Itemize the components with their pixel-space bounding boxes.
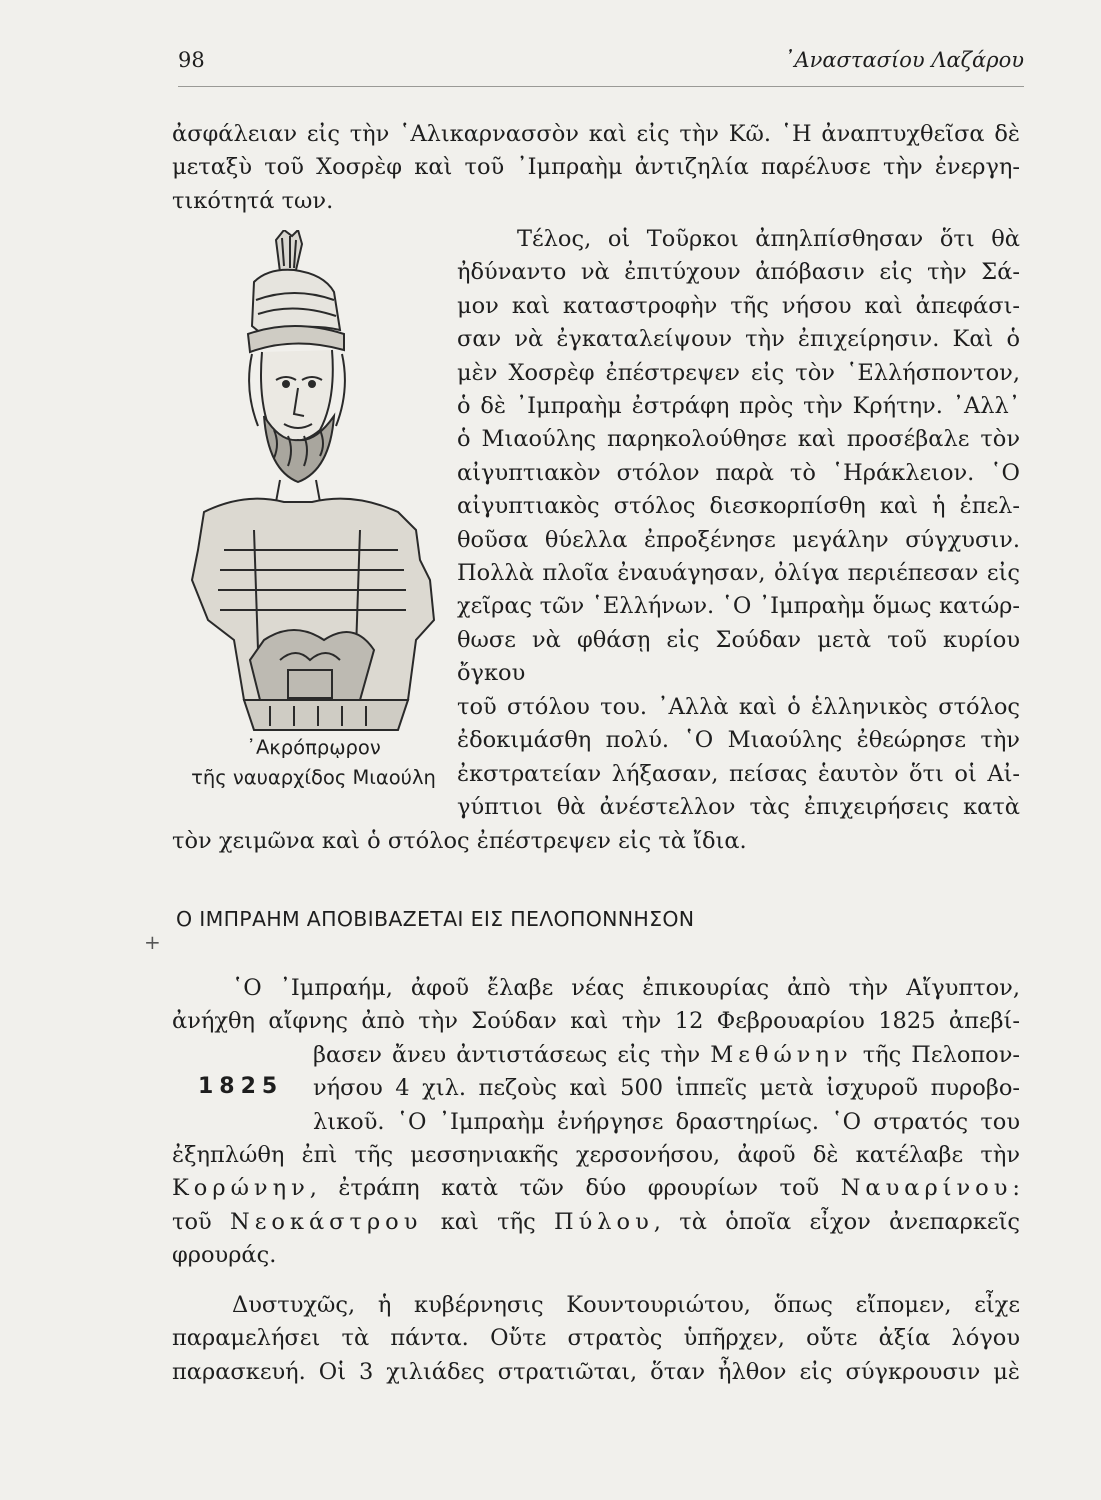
text-fragment: : [1012,1175,1020,1202]
text-line: μεταξὺ τοῦ Χοσρὲφ καὶ τοῦ ᾿Ιμπραὴμ ἀντιζηλία παρέλυσε τὴν ἐνεργη- [172,154,1020,181]
text-fragment: , τὰ ὁποῖα εἶχον ἀνεπαρκεῖς [653,1208,1020,1235]
caption-line: ᾿Ακρόπρῳρον [246,736,381,759]
text-line: ἐξηπλώθη ἐπὶ τῆς μεσσηνιακῆς χερσονήσου, ἀφοῦ δὲ κατέλαβε τὴν [172,1142,1020,1168]
text-line: ἐδοκιμάσθη πολύ. ῾Ο Μιαούλης ἐθεώρησε τὴν [457,727,1020,754]
text-line: θωσε νὰ φθάσῃ εἰς Σούδαν μετὰ τοῦ κυρίου ὄγκου [457,626,1020,687]
text-line: ἠδύναντο νὰ ἐπιτύχουν ἀπόβασιν εἰς τὴν Σά- [457,259,1020,286]
text-line: ἐκστρατείαν λήξασαν, πείσας ἑαυτὸν ὅτι οἱ Αἰ- [457,760,1020,787]
text-line: τὸν χειμῶνα καὶ ὁ στόλος ἐπέστρεψεν εἰς τὰ ἴδια. [172,828,747,854]
text-line: σαν νὰ ἐγκαταλείψουν τὴν ἐπιχείρησιν. Καὶ ὁ [457,326,1020,353]
place-name-koroni: Κορώνην [172,1175,310,1202]
text-fragment: , ἐτράπη κατὰ τῶν δύο φρουρίων τοῦ [309,1175,820,1202]
text-line: γύπτιοι θὰ ἀνέστελλον τὰς ἐπιχειρήσεις κατὰ [457,793,1020,820]
text-line: παραμελήσει τὰ πάντα. Οὔτε στρατὸς ὑπῆρχεν, οὔτε ἀξία λόγου [172,1325,1020,1352]
figurehead-illustration [184,230,454,740]
paragraph-4 [172,1289,1020,1389]
text-line: νήσου 4 χιλ. πεζοὺς καὶ 500 ἱππεῖς μετὰ ἰσχυροῦ πυροβο- [313,1075,1020,1102]
place-name-neokastro: Νεοκάστρου [230,1208,423,1235]
text-line: μον καὶ καταστροφὴν τῆς νήσου καὶ ἀπεφάσι- [457,292,1020,319]
text-line: ὁ Μιαούλης παρηκολούθησε καὶ προσέβαλε τὸν [457,426,1020,453]
margin-mark: + [144,930,161,954]
page-number: 98 [178,48,205,72]
text-line: λικοῦ. ῾Ο ᾿Ιμπραὴμ ἐνήργησε δραστηρίως. ῾Ο στρατός του [313,1108,1020,1135]
text-line: χεῖρας τῶν ῾Ελλήνων. ῾Ο ᾿Ιμπραὴμ ὅμως κατώρ- [457,593,1020,620]
place-name-pylos: Πύλου [554,1208,654,1235]
bust-figurehead-icon [184,230,454,740]
running-head: ᾿Αναστασίου Λαζάρου [783,48,1024,72]
paragraph-1 [172,118,1020,218]
text-fragment: τῆς Πελοπον- [862,1042,1020,1068]
text-line: αἰγυπτιακὸν στόλον παρὰ τὸ ῾Ηράκλειον. ῾Ο [457,459,1020,486]
figure-caption [176,733,451,793]
text-line: φρουράς. [172,1242,277,1269]
text-line: Πολλὰ πλοῖα ἐναυάγησαν, ὀλίγα περιέπεσαν εἰς [457,560,1020,587]
section-heading: Ο ΙΜΠΡΑΗΜ ΑΠΟΒΙΒΑΖΕΤΑΙ ΕΙΣ ΠΕΛΟΠΟΝΝΗΣΟΝ [176,907,695,931]
text-line: τικότητά των. [172,187,334,214]
text-line: ὁ δὲ ᾿Ιμπραὴμ ἐστράφη πρὸς τὴν Κρήτην. ᾿Αλλ᾿ [457,393,1020,420]
paragraph-3-continued [172,1139,1020,1273]
text-line: τοῦ στόλου του. ᾿Αλλὰ καὶ ὁ ἑλληνικὸς στόλος [457,693,1020,720]
paragraph-2-end [172,825,1020,858]
text-line: ῾Ο ᾿Ιμπραήμ, ἀφοῦ ἔλαβε νέας ἐπικουρίας ἀπὸ τὴν Αἴγυπτον, [232,975,1020,1001]
text-fragment: καὶ τῆς [440,1208,536,1235]
text-line: θοῦσα θύελλα ἐπροξένησε μεγάλην σύγχυσιν. [457,526,1020,553]
text-line: αἰγυπτιακὸς στόλος διεσκορπίσθη καὶ ἡ ἐπελ- [457,493,1020,520]
text-line: Δυστυχῶς, ἡ κυβέρνησις Κουντουριώτου, ὅπως εἴπομεν, εἶχε [232,1292,1020,1318]
text-line [313,1039,1020,1072]
text-line: ἀνήχθη αἴφνης ἀπὸ τὴν Σούδαν καὶ τὴν 12 Φεβρουαρίου 1825 ἀπεβί- [172,1008,1020,1035]
page-header [178,46,1024,87]
paragraph-2-column [457,223,1020,824]
text-line [172,1206,1020,1239]
paragraph-3-indented [313,1039,1020,1139]
place-name-methoni: Μεθώνην [710,1042,853,1068]
caption-line: τῆς ναυαρχίδος Μιαούλη [191,766,436,789]
text-line: μὲν Χοσρὲφ ἐπέστρεψεν εἰς τὸν ῾Ελλήσποντον, [457,359,1020,386]
place-name-navarino: Ναυαρίνου [840,1175,1013,1202]
margin-year: 1825 [198,1074,284,1099]
text-fragment: βασεν ἄνευ ἀντιστάσεως εἰς τὴν [313,1042,701,1068]
text-line: Τέλος, οἱ Τοῦρκοι ἀπηλπίσθησαν ὅτι θὰ [517,226,1020,252]
text-line: ἀσφάλειαν εἰς τὴν ῾Αλικαρνασσὸν καὶ εἰς τὴν Κῶ. ῾Η ἀναπτυχθεῖσα δὲ [172,121,1020,147]
text-line [172,1172,1020,1205]
text-fragment: τοῦ [172,1208,212,1235]
text-line: παρασκευή. Οἱ 3 χιλιάδες στρατιῶται, ὅταν ἦλθον εἰς σύγκρουσιν μὲ [172,1358,1020,1385]
paragraph-3 [172,972,1020,1039]
